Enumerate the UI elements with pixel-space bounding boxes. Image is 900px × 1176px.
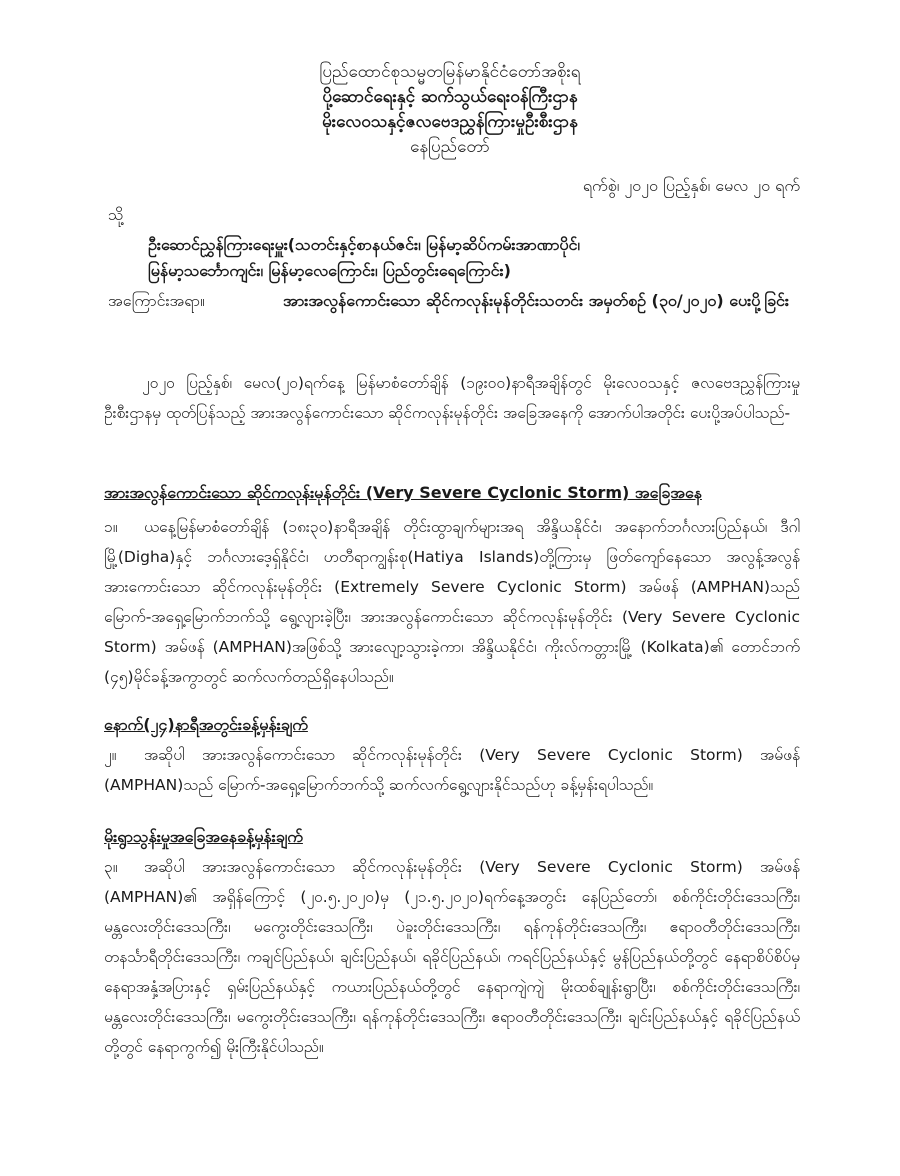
section-2-text: အဆိုပါ အားအလွန်ကောင်းသော ဆိုင်ကလုန်းမုန်တိုင်း (Very Severe Cyclonic Storm) အမ်ဖန် (AMPHAN)သည် မြောက်-အရှေ့မြောက်ဘက်သို့ ဆက်လက်ရွေ့လျားနိုင်သည်ဟု ခန့်မှန်းရပါသည်။ xyxy=(104,746,800,794)
section-3-paragraph xyxy=(104,852,800,1062)
section-3-heading: မိုးရွာသွန်းမှုအခြေအနေခန့်မှန်းချက် xyxy=(104,827,303,846)
section-1-number: ၁။ xyxy=(104,518,118,536)
recipients-line-2: မြန်မာ့သင်္ဘောကျင်း၊ မြန်မာ့လေကြောင်း၊ ပြည်တွင်းရေကြောင်း) xyxy=(148,261,511,280)
letterhead xyxy=(0,60,900,160)
section-3-text: အဆိုပါ အားအလွန်ကောင်းသော ဆိုင်ကလုန်းမုန်တိုင်း (Very Severe Cyclonic Storm) အမ်ဖန် (AMPHAN)၏ အရှိန်ကြောင့် (၂၀.၅.၂၀၂၀)မှ (၂၁.၅.၂၀၂၀)ရက်နေ့အတွင်း နေပြည်တော်၊ စစ်ကိုင်းတိုင်းဒေသကြီး၊ မန္တလေးတိုင်းဒေသကြီး၊ မကွေးတိုင်းဒေသကြီး၊ ပဲခူးတိုင်းဒေသကြီး၊ ရန်ကုန်တိုင်းဒေသကြီး၊ ဧရာဝတီတိုင်းဒေသကြီး၊ တနင်္သာရီတိုင်းဒေသကြီး၊ ကချင်ပြည်နယ်၊ ချင်းပြည်နယ်၊ ရခိုင်ပြည်နယ်၊ ကရင်ပြည်နယ်နှင့် မွန်ပြည်နယ်တို့တွင် နေရာစိပ်စိပ်မှ နေရာအနှံ့အပြားနှင့် ရှမ်းပြည်နယ်နှင့် ကယားပြည်နယ်တို့တွင် နေရာကျဲကျဲ မိုးထစ်ချုန်းရွာပြီး၊ စစ်ကိုင်းတိုင်းဒေသကြီး၊ မန္တလေးတိုင်းဒေသကြီး၊ မကွေးတိုင်းဒေသကြီး၊ ရန်ကုန်တိုင်းဒေသကြီး၊ ဧရာဝတီတိုင်းဒေသကြီး၊ ချင်းပြည်နယ်နှင့် ရခိုင်ပြည်နယ်တို့တွင် နေရာကွက်၍ မိုးကြီးနိုင်ပါသည်။ xyxy=(104,858,800,1056)
to-label: သို့ xyxy=(108,205,124,224)
letter-date: ရက်စွဲ၊ ၂၀၂၀ ပြည့်နှစ်၊ မေလ ၂၀ ရက် xyxy=(582,176,800,195)
section-1-heading: အားအလွန်ကောင်းသော ဆိုင်ကလုန်းမုန်တိုင်း (Very Severe Cyclonic Storm) အခြေအနေ xyxy=(104,483,702,502)
recipients xyxy=(148,232,798,284)
letterhead-ministry: ပို့ဆောင်ရေးနှင့် ဆက်သွယ်ရေးဝန်ကြီးဌာန xyxy=(322,87,578,107)
subject-label: အကြောင်းအရာ။ xyxy=(108,291,205,310)
section-1-paragraph xyxy=(104,512,800,692)
recipients-line-1: ဦးဆောင်ညွှန်ကြားရေးမှူး(သတင်းနှင့်စာနယ်ဇင်း၊ မြန်မာ့ဆိပ်ကမ်းအာဏာပိုင်၊ xyxy=(148,235,580,254)
subject-text: အားအလွန်ကောင်းသော ဆိုင်ကလုန်းမုန်တိုင်းသတင်း အမှတ်စဉ် (၃၀/၂၀၂၀) ပေးပို့ခြင်း xyxy=(283,291,789,310)
section-2-number: ၂။ xyxy=(104,746,117,764)
letterhead-government: ပြည်ထောင်စုသမ္မတမြန်မာနိုင်ငံတော်အစိုးရ xyxy=(319,62,581,82)
letterhead-department: မိုးလေဝသနှင့်ဇလဗေဒညွှန်ကြားမှုဦးစီးဌာန xyxy=(322,112,578,132)
section-2-paragraph xyxy=(104,740,800,800)
intro-paragraph: ၂၀၂၀ ပြည့်နှစ်၊ မေလ(၂၀)ရက်နေ့ မြန်မာစံတော်ချိန် (၁၉း၀၀)နာရီအချိန်တွင် မိုးလေဝသနှင့် ဇလဗေဒညွှန်ကြားမှုဦးစီးဌာနမှ ထုတ်ပြန်သည့် အားအလွန်ကောင်းသော ဆိုင်ကလုန်းမုန်တိုင်း အခြေအနေကို အောက်ပါအတိုင်း ပေးပို့အပ်ပါသည်- xyxy=(104,374,800,422)
section-3-number: ၃။ xyxy=(104,858,118,876)
section-1-text: ယနေ့မြန်မာစံတော်ချိန် (၁၈း၃၀)နာရီအချိန် တိုင်းထွာချက်များအရ အိန္ဒိယနိုင်ငံ၊ အနောက်ဘင်္ဂလားပြည်နယ်၊ ဒီဂါမြို့(Digha)နှင့် ဘင်္ဂလားဒေ့ရှ်နိုင်ငံ၊ ဟတီရာကျွန်းစု(Hatiya Islands)တို့ကြားမှ ဖြတ်ကျော်နေသော အလွန့်အလွန် အားကောင်းသော ဆိုင်ကလုန်းမုန်တိုင်း (Extremely Severe Cyclonic Storm) အမ်ဖန် (AMPHAN)သည် မြောက်-အရှေ့မြောက်ဘက်သို့ ရွေ့လျားခဲ့ပြီး၊ အားအလွန်ကောင်းသော ဆိုင်ကလုန်းမုန်တိုင်း (Very Severe Cyclonic Storm) အမ်ဖန် (AMPHAN)အဖြစ်သို့ အားလျော့သွားခဲ့ကာ၊ အိန္ဒိယနိုင်ငံ၊ ကိုးလ်ကတ္တားမြို့ (Kolkata)၏ တောင်ဘက် (၄၅)မိုင်ခန့်အကွာတွင် ဆက်လက်တည်ရှိနေပါသည်။ xyxy=(104,518,800,686)
section-2-heading: နောက်(၂၄)နာရီအတွင်းခန့်မှန်းချက် xyxy=(104,715,308,734)
letterhead-city: နေပြည်တော် xyxy=(410,137,490,157)
